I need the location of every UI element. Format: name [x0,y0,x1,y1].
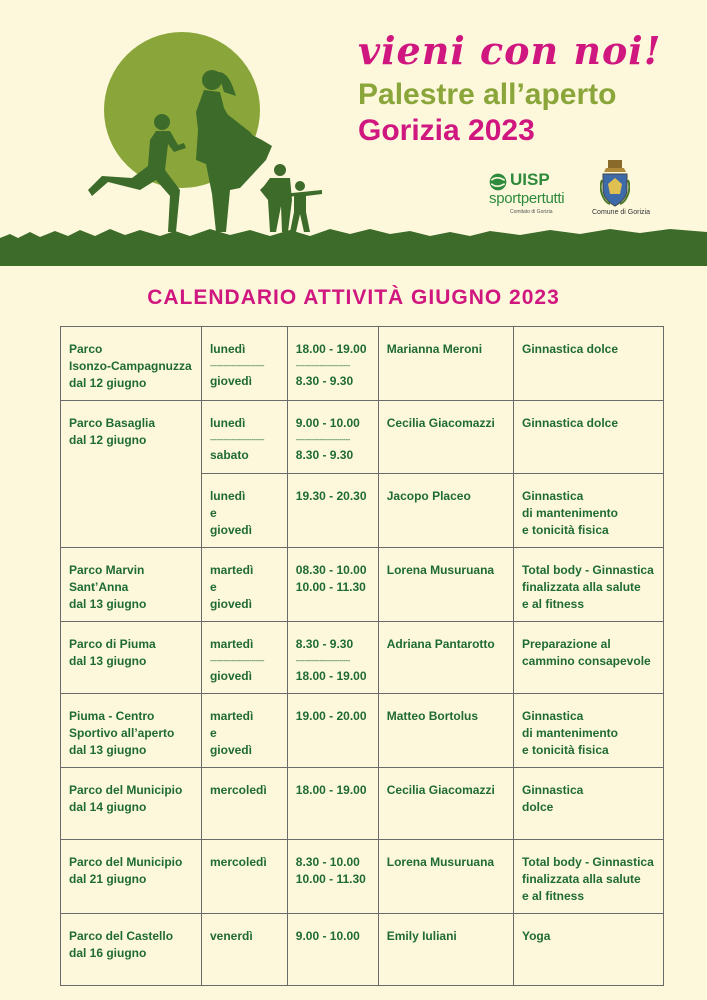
uisp-tagline: sportpertutti [489,190,565,207]
header [0,0,707,270]
place-line: dal 14 giugno [69,800,147,814]
instructor-cell: Cecilia Giacomazzi [378,401,513,474]
place-cell [61,622,202,694]
table-row [61,401,664,474]
place-line: Piuma - Centro [69,709,155,723]
day-line: giovedì [209,669,252,683]
time-line: 9.00 - 10.00 [295,416,360,430]
day-line: giovedì [209,523,252,537]
activity-line: Preparazione al [521,637,611,651]
title-line-1: Palestre all’aperto [358,78,617,111]
place-cell [61,914,202,986]
activity-line: Ginnastica dolce [521,416,619,430]
table-row [61,622,664,694]
time-line: 18.00 - 19.00 [295,342,367,356]
day-line: martedì [209,637,254,651]
time-line: 8.30 - 9.30 [295,448,354,462]
place-line: Parco del Municipio [69,783,183,797]
day-line: martedì [209,709,254,723]
place-line: dal 12 giugno [69,433,147,447]
instructor-cell: Emily Iuliani [378,914,513,986]
day-line: giovedì [209,597,252,611]
place-line: Parco di Piuma [69,637,156,651]
activity-cell [513,622,663,694]
time-line: 9.00 - 10.00 [295,929,360,943]
instructor-cell: Lorena Musuruana [378,840,513,914]
place-line: dal 13 giugno [69,654,147,668]
day-line: e [209,726,217,740]
day-line: venerdì [209,929,253,943]
place-line: Sant’Anna [69,580,129,594]
uisp-committee: Comitato di Gorizia [510,209,553,215]
time-line: 08.30 - 10.00 [295,563,367,577]
activity-cell [513,840,663,914]
table-row [61,768,664,840]
woman-silhouette [196,70,272,232]
table-row [61,548,664,622]
day-line: sabato [209,448,249,462]
time-line: 19.30 - 20.30 [295,489,367,503]
time-line: 10.00 - 11.30 [295,872,366,886]
activity-line: dolce [521,800,554,814]
activity-line: e al fitness [521,597,585,611]
activity-cell [513,327,663,401]
place-line: Parco del Municipio [69,855,183,869]
time-line: 8.30 - 10.00 [295,855,360,869]
section-title: CALENDARIO ATTIVITÀ GIUGNO 2023 [147,286,560,309]
place-line: dal 12 giugno [69,376,147,390]
time-cell [287,622,378,694]
time-line: 8.30 - 9.30 [295,374,354,388]
day-line: lunedì [209,489,246,503]
activity-line: e al fitness [521,889,585,903]
days-cell [201,840,287,914]
days-cell [201,622,287,694]
activity-line: Ginnastica [521,783,584,797]
activity-calendar-table [60,326,664,986]
day-line: giovedì [209,374,252,388]
separator: ------------------------- [209,361,265,370]
separator: ------------------------- [295,435,350,444]
activity-cell [513,474,663,548]
place-line: dal 13 giugno [69,743,147,757]
title-line-2: Gorizia 2023 [358,114,535,147]
day-line: mercoledì [209,783,267,797]
day-line: lunedì [209,342,246,356]
activity-cell [513,694,663,768]
activity-line: Ginnastica [521,489,584,503]
activity-cell [513,401,663,474]
table-row [61,327,664,401]
place-cell [61,768,202,840]
activity-line: Total body - Ginnastica [521,855,654,869]
uisp-globe-icon [488,172,508,192]
place-cell [61,401,202,548]
instructor-cell: Lorena Musuruana [378,548,513,622]
activity-line: finalizzata alla salute [521,580,641,594]
activity-line: Ginnastica [521,709,584,723]
time-line: 19.00 - 20.00 [295,709,367,723]
time-cell [287,840,378,914]
day-line: lunedì [209,416,246,430]
time-line: 18.00 - 19.00 [295,783,367,797]
time-cell [287,548,378,622]
place-line: dal 16 giugno [69,946,147,960]
day-line: e [209,580,217,594]
instructor-cell: Cecilia Giacomazzi [378,768,513,840]
place-cell [61,840,202,914]
activity-line: di mantenimento [521,506,618,520]
time-cell [287,474,378,548]
place-line: Parco Basaglia [69,416,156,430]
place-line: Isonzo-Campagnuzza [69,359,192,373]
days-cell [201,768,287,840]
activity-cell [513,548,663,622]
slogan: vieni con noi! [358,28,662,73]
time-cell [287,694,378,768]
comune-crest-icon [600,160,630,208]
days-cell [201,474,287,548]
time-cell [287,327,378,401]
place-line: Parco del Castello [69,929,174,943]
days-cell [201,548,287,622]
place-cell [61,548,202,622]
instructor-cell: Adriana Pantarotto [378,622,513,694]
table-row [61,694,664,768]
place-line: Sportivo all’aperto [69,726,175,740]
days-cell [201,914,287,986]
comune-name: Comune di Gorizia [592,209,650,216]
activity-line: e tonicità fisica [521,743,609,757]
separator: ------------------------- [295,361,350,370]
activity-line: e tonicità fisica [521,523,609,537]
place-cell [61,327,202,401]
time-line: 10.00 - 11.30 [295,580,366,594]
place-line: Parco Marvin [69,563,145,577]
time-cell [287,401,378,474]
place-line: dal 13 giugno [69,597,147,611]
separator: ------------------------- [209,435,265,444]
days-cell [201,327,287,401]
time-cell [287,768,378,840]
activity-line: Total body - Ginnastica [521,563,654,577]
time-line: 18.00 - 19.00 [295,669,367,683]
activity-line: Ginnastica dolce [521,342,619,356]
activity-line: di mantenimento [521,726,618,740]
activity-line: finalizzata alla salute [521,872,641,886]
activity-line: cammino consapevole [521,654,651,668]
place-line: dal 21 giugno [69,872,147,886]
day-line: e [209,506,217,520]
table-row [61,914,664,986]
ground-grass [0,229,707,266]
days-cell [201,401,287,474]
separator: ------------------------- [209,656,265,665]
uisp-logo-text: UISP [510,170,550,189]
activity-line: Yoga [521,929,551,943]
instructor-cell: Marianna Meroni [378,327,513,401]
instructor-cell: Jacopo Placeo [378,474,513,548]
day-line: martedì [209,563,254,577]
day-line: mercoledì [209,855,267,869]
time-line: 8.30 - 9.30 [295,637,354,651]
place-line: Parco [69,342,103,356]
activity-cell [513,768,663,840]
separator: ------------------------- [295,656,350,665]
instructor-cell: Matteo Bortolus [378,694,513,768]
activity-cell [513,914,663,986]
time-cell [287,914,378,986]
place-cell [61,694,202,768]
day-line: giovedì [209,743,252,757]
table-row [61,840,664,914]
days-cell [201,694,287,768]
